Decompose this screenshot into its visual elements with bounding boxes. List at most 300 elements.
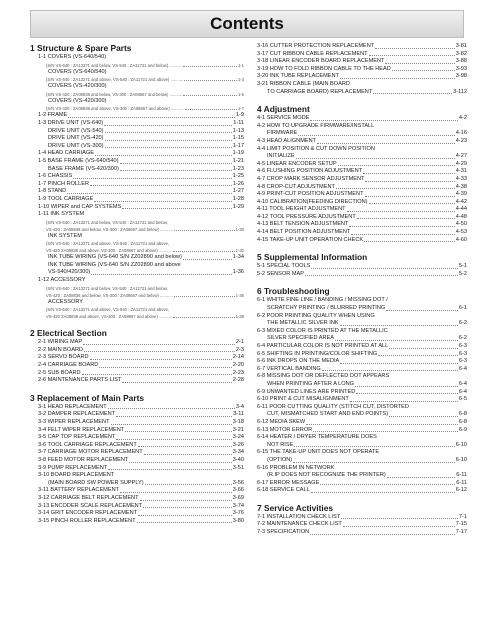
toc-entry[interactable] (257, 123, 467, 131)
entry-page-number: 3-18 (232, 419, 244, 425)
entry-label: 4-9 PRINT-CUT POSITION ADJUSTMENT (257, 191, 364, 198)
dot-leader (305, 275, 458, 276)
entry-page-number: 1-7 (237, 106, 244, 112)
toc-entry[interactable] (257, 199, 467, 207)
entry-page-number: 2-3 (235, 346, 244, 353)
dot-leader (68, 117, 235, 118)
toc-entry[interactable] (257, 449, 467, 457)
dot-leader (104, 125, 232, 126)
entry-page-number: 1-28 (232, 195, 244, 202)
toc-entry[interactable] (30, 518, 244, 526)
entry-label: 1-2 FRAME (38, 112, 68, 119)
toc-entry[interactable] (30, 143, 244, 151)
toc-entry[interactable] (257, 529, 467, 537)
entry-page-number: 3-74 (232, 502, 244, 509)
entry-label: 1-10 WIPER and CAP SYSTEMS (38, 203, 122, 210)
dot-leader (122, 208, 232, 209)
toc-section (30, 393, 244, 526)
toc-entry[interactable] (30, 362, 244, 370)
entry-label: 2-1 WIRING MAP (38, 339, 83, 346)
entry-label: 3-11 BATTERY REPLACEMENT (38, 487, 120, 494)
dot-leader (338, 165, 455, 166)
dot-leader (311, 492, 455, 493)
toc-entry[interactable] (257, 138, 467, 146)
dot-leader (347, 211, 455, 212)
toc-entry[interactable] (257, 168, 467, 176)
toc-entry[interactable] (30, 427, 244, 435)
entry-label: 4-13 BELT TENSION ADJUSTMENT (257, 221, 349, 228)
entry-label: ACCESSORY (48, 298, 84, 305)
toc-entry[interactable] (30, 54, 244, 62)
entry-label: 4-5 LINEAR ENCODER SETUP (257, 160, 337, 167)
entry-label: TO CARRIAGE BOARD) REPLACEMENT (267, 88, 373, 95)
entry-page-number: 3-4 (235, 403, 244, 410)
entry-label: (S/N VS-640 : ZA13271 and above, VS-540 : ZA11721 and above, (46, 307, 170, 313)
toc-entry[interactable] (257, 73, 467, 81)
toc-entry[interactable] (257, 487, 467, 495)
toc-entry-list (257, 263, 467, 278)
entry-label: 4-8 CROP-CUT ADJUSTMENT (257, 183, 335, 190)
toc-entry[interactable] (30, 91, 244, 98)
entry-label: 3-17 CUT RIBBON CABLE REPLACEMENT (257, 50, 368, 57)
entry-page-number: 3-21 (232, 426, 244, 433)
entry-label: 2-3 SERVO BOARD (38, 354, 89, 361)
entry-page-number: 3-88 (455, 58, 467, 65)
entry-label: 6-1 WHITE FINE LINE / BANDING / MISSING DOT / (257, 297, 388, 304)
toc-entry[interactable] (257, 472, 467, 480)
toc-section (30, 328, 244, 385)
toc-entry[interactable] (30, 299, 244, 307)
toc-section (257, 286, 467, 494)
entry-page-number: 1-27 (232, 188, 244, 195)
entry-page-number: 1-21 (232, 157, 244, 164)
toc-entry[interactable] (30, 404, 244, 412)
entry-page-number: 3-11 (233, 411, 244, 418)
toc-entry[interactable] (30, 158, 244, 166)
toc-entry[interactable] (30, 419, 244, 427)
entry-label: SCRATCHY PRINTING / BLURRED PRINTING (267, 305, 386, 312)
entry-label: 2-2 MAIN BOARD (38, 346, 84, 353)
toc-entry[interactable] (30, 150, 244, 158)
toc-entry[interactable] (257, 43, 467, 51)
toc-entry[interactable] (30, 196, 244, 204)
dot-leader (375, 48, 455, 49)
dot-leader (340, 78, 455, 79)
toc-entry[interactable] (257, 66, 467, 74)
entry-page-number: 4-38 (455, 183, 467, 190)
toc-entry[interactable] (257, 328, 467, 336)
toc-entry[interactable] (30, 62, 244, 69)
entry-label: 3-8 FEED MOTOR REPLACEMENT (38, 456, 129, 463)
entry-page-number: 6-10 (455, 456, 467, 463)
toc-entry[interactable] (257, 271, 467, 279)
dot-leader (355, 386, 458, 387)
entry-label: 6-18 SERVICE CALL (257, 487, 310, 494)
dot-leader (116, 439, 231, 440)
entry-page-number: 6-3 (458, 350, 467, 357)
toc-entry[interactable] (257, 358, 467, 366)
entry-page-number: 2-28 (232, 377, 244, 384)
toc-entry[interactable] (30, 128, 244, 136)
toc-entry[interactable] (257, 184, 467, 192)
dot-leader (310, 120, 457, 121)
entry-label: 1-5 BASE FRAME (VS-640/540) (38, 157, 119, 164)
toc-entry[interactable] (257, 229, 467, 237)
toc-entry[interactable] (257, 404, 467, 412)
entry-page-number: 1-34 (232, 254, 244, 261)
entry-label: FIRMWARE (267, 130, 298, 137)
toc-entry[interactable] (257, 176, 467, 184)
toc-entry[interactable] (257, 313, 467, 321)
toc-entry[interactable] (30, 262, 244, 270)
toc-entry[interactable] (30, 83, 244, 91)
section-heading: 1 Structure & Spare Parts (30, 43, 132, 53)
toc-entry[interactable] (30, 240, 244, 247)
section-heading: 4 Adjustment (257, 104, 310, 115)
toc-entry[interactable] (30, 449, 244, 457)
entry-label: (S/N VS-420 : ZA08836 and below, VS-300 : ZA08667 and below) ........... (46, 91, 183, 97)
entry-label: 1-1 COVERS (VS-640/540) (38, 54, 107, 60)
entry-page-number: 2-23 (232, 369, 244, 376)
entry-label: 6-15 THE TAKE-UP UNIT DOES NOT OPERATE (257, 449, 380, 456)
toc-entry-list (257, 297, 467, 494)
entry-page-number: 3-51 (232, 464, 244, 471)
entry-label: VS-420 ZA08836 and above, VS-300 : ZA08667 and above) ........... (46, 314, 172, 320)
entry-page-number: 6-10 (455, 441, 467, 448)
entry-label: (S/N VS-420 : ZA08836 and above, VS-300 : ZA08667 and above) ........... (46, 106, 184, 112)
toc-entry[interactable] (257, 297, 467, 305)
dot-leader (183, 66, 237, 67)
toc-entry[interactable] (257, 442, 467, 450)
toc-entry[interactable] (30, 135, 244, 143)
entry-label: CUT, MISMATCHED START AND END POINTS) (267, 411, 389, 418)
toc-entry[interactable] (30, 98, 244, 106)
dot-leader (385, 63, 454, 64)
section-heading: 7 Service Activities (257, 502, 334, 513)
toc-entry[interactable] (30, 347, 244, 355)
toc-entry[interactable] (257, 191, 467, 199)
dot-leader (90, 185, 232, 186)
dot-leader (317, 143, 455, 144)
entry-page-number: 6-2 (458, 320, 467, 327)
entry-page-number: 1-5 (237, 91, 244, 97)
toc-entry[interactable] (257, 130, 467, 138)
toc-entry[interactable] (30, 285, 244, 292)
toc-entry[interactable] (257, 51, 467, 59)
toc-entry[interactable] (30, 105, 244, 112)
toc-entry[interactable] (257, 161, 467, 169)
entry-page-number: 3-24 (232, 434, 244, 441)
toc-entry[interactable] (30, 377, 244, 385)
entry-label: VS-420 ZA08836 and above, VS-300 : ZA08667 and above) ........... (46, 248, 172, 254)
entry-label: 4-7 CROP MARK SENSOR ADJUSTMENT (257, 175, 365, 182)
entry-label: THE METALLIC SILVER INK (267, 320, 339, 327)
dot-leader (293, 462, 455, 463)
dot-leader (95, 155, 232, 156)
toc-entry[interactable] (30, 339, 244, 347)
entry-page-number: 6-4 (458, 388, 467, 395)
toc-entry[interactable] (257, 343, 467, 351)
dot-leader (99, 367, 231, 368)
toc-entry[interactable] (30, 269, 244, 277)
toc-entry[interactable] (30, 211, 244, 219)
entry-label: 6-8 MISSING DOT OR DEFLECTED DOT APPEARS (257, 373, 390, 380)
dot-leader (389, 416, 458, 417)
entry-page-number: 1-17 (232, 142, 244, 149)
entry-label: (S/N VS-640 : ZA13271 and above, VS-540 : ZA11721 and above, (46, 241, 170, 247)
toc-entry[interactable] (257, 153, 467, 161)
dot-leader (83, 344, 235, 345)
toc-entry[interactable] (30, 472, 244, 480)
entry-page-number: 6-11 (456, 472, 467, 479)
toc-entry[interactable] (257, 366, 467, 374)
toc-entry[interactable] (257, 419, 467, 427)
toc-entry[interactable] (257, 373, 467, 381)
entry-label: 4-14 BELT POSITION ADJUSTMENT (257, 229, 351, 236)
dot-leader (343, 526, 455, 527)
entry-label: 4-1 SERVICE MODE (257, 115, 310, 122)
entry-label: INITIALIZE (267, 153, 295, 160)
entry-label: 6-3 MIXED COLOR IS PRINTED AT THE METALLIC (257, 327, 388, 334)
dot-leader (129, 462, 231, 463)
toc-entry[interactable] (257, 305, 467, 313)
entry-label: 3-19 HOW TO FOLD RIBBON CABLE TO THE HEAD (257, 65, 391, 72)
dot-leader (340, 363, 458, 364)
toc-entry[interactable] (30, 495, 244, 503)
toc-entry[interactable] (30, 354, 244, 362)
dot-leader (143, 507, 232, 508)
entry-page-number: 3-80 (232, 517, 244, 524)
entry-page-number: 6-3 (458, 358, 467, 365)
entry-page-number: 1-32 (235, 248, 244, 254)
toc-entry[interactable] (30, 112, 244, 120)
toc-entry[interactable] (257, 411, 467, 419)
toc-section (257, 252, 467, 278)
dot-leader (311, 268, 458, 269)
dot-leader (369, 55, 455, 56)
toc-entry[interactable] (257, 58, 467, 66)
entry-page-number: 6-4 (458, 380, 467, 387)
entry-page-number: 4-16 (455, 130, 467, 137)
entry-label: (R.IP DOES NOT RECOGNIZE THE PRINTER) (267, 472, 386, 479)
entry-page-number: 1-13 (232, 127, 244, 134)
entry-label: 1-9 TOOL CARRIAGE (38, 195, 94, 202)
toc-entry[interactable] (257, 214, 467, 222)
dot-leader (145, 484, 232, 485)
entry-page-number: 6-3 (458, 343, 467, 349)
entry-page-number: 1-36 (232, 269, 244, 276)
toc-entry[interactable] (257, 237, 467, 245)
entry-label: 1-6 CHASSIS (38, 173, 73, 180)
toc-entry[interactable] (30, 510, 244, 518)
entry-page-number: 3-56 (232, 479, 244, 486)
toc-entry[interactable] (257, 115, 467, 123)
toc-entry[interactable] (257, 335, 467, 343)
dot-leader (91, 274, 232, 275)
toc-entry[interactable] (30, 204, 244, 212)
toc-section (257, 104, 467, 244)
toc-entry[interactable] (30, 487, 244, 495)
toc-entry[interactable] (30, 188, 244, 196)
toc-entry[interactable] (257, 457, 467, 465)
dot-leader (173, 251, 235, 252)
toc-entry[interactable] (257, 89, 467, 97)
toc-entry[interactable] (257, 221, 467, 229)
toc-entry[interactable] (30, 465, 244, 473)
section-heading: 3 Replacement of Main Parts (30, 392, 145, 403)
entry-label: VS-540/420/300) (48, 269, 91, 276)
entry-label: DRIVE UNIT (VS-420) (48, 135, 104, 142)
toc-entry[interactable] (257, 81, 467, 89)
dot-leader (105, 140, 232, 141)
entry-page-number: 1-9 (235, 112, 244, 119)
entry-page-number: 6-12 (455, 487, 467, 494)
entry-label: VS-420 : ZA08836 and below, VS-300 : ZA08667 and below) ........... (46, 292, 173, 298)
dot-leader (294, 446, 454, 447)
dot-leader (373, 93, 452, 94)
entry-label: 1-11 INK SYSTEM (38, 211, 85, 218)
entry-label: INK TUBE WIRING (VS-640 S/N ZZ02890 and below) (48, 254, 182, 261)
toc-entry[interactable] (30, 442, 244, 450)
toc-entry[interactable] (30, 120, 244, 128)
entry-label: 3-10 BOARD REPLACEMENT (38, 472, 115, 479)
dot-leader (183, 95, 237, 96)
entry-page-number: 3-26 (232, 441, 244, 448)
dot-leader (351, 234, 454, 235)
toc-entry[interactable] (257, 514, 467, 522)
dot-leader (310, 534, 455, 535)
toc-entry-list (30, 54, 244, 320)
entry-page-number: 1-30 (235, 226, 244, 232)
entry-label: 3-9 PUMP REPLACEMENT (38, 464, 108, 471)
toc-entry[interactable] (30, 480, 244, 488)
entry-page-number: 7-15 (455, 521, 467, 528)
entry-label: (OPTION) (267, 456, 293, 463)
entry-label: 3-14 GRIT ENCODER REPLACEMENT (38, 510, 138, 517)
entry-page-number: 4-29 (455, 160, 467, 167)
toc-entry[interactable] (257, 389, 467, 397)
toc-entry[interactable] (30, 181, 244, 189)
toc-entry-list (257, 43, 467, 96)
section-heading: 6 Troubleshooting (257, 286, 330, 297)
dot-leader (174, 296, 235, 297)
toc-entry[interactable] (257, 320, 467, 328)
toc-entry[interactable] (30, 233, 244, 241)
entry-label: 7-1 INSTALLATION CHECK LIST (257, 513, 341, 520)
entry-label: 2-4 CARRIAGE BOARD (38, 362, 99, 369)
entry-page-number: 5-1 (458, 263, 467, 270)
toc-entry[interactable] (30, 226, 244, 233)
dot-leader (349, 226, 454, 227)
toc-entry[interactable] (257, 351, 467, 359)
toc-entry[interactable] (30, 306, 244, 313)
entry-page-number: 1-3 (237, 77, 244, 83)
entry-label: 3-15 PINCH ROLLER REPLACEMENT (38, 517, 136, 524)
entry-label: 1-8 STAND (38, 188, 67, 195)
entry-label: 5-1 SPECIAL TOOLS (257, 263, 311, 270)
dot-leader (120, 163, 232, 164)
toc-entry[interactable] (30, 69, 244, 77)
toc-entry[interactable] (257, 146, 467, 154)
entry-label: 3-13 ENCODER SCALE REPLACEMENT (38, 502, 143, 509)
toc-entry[interactable] (257, 480, 467, 488)
toc-entry[interactable] (30, 411, 244, 419)
entry-page-number: 4-33 (455, 175, 467, 182)
toc-entry[interactable] (257, 434, 467, 442)
toc-entry[interactable] (30, 313, 244, 320)
toc-entry[interactable] (257, 427, 467, 435)
entry-page-number: 4-44 (455, 206, 467, 213)
toc-entry[interactable] (30, 370, 244, 378)
toc-entry[interactable] (257, 263, 467, 271)
entry-label: (S/N VS-640 : ZA13271 and above, VS-540 : ZA11721 and above) ........... (46, 77, 184, 83)
entry-page-number: 4-48 (455, 213, 467, 220)
entry-label: 4-2 HOW TO UPGRADE FIRMWARE/INSTALL (257, 122, 375, 129)
entry-page-number: 4-39 (455, 191, 467, 198)
toc-entry[interactable] (30, 76, 244, 83)
entry-page-number: 3-81 (455, 43, 467, 49)
entry-page-number: 3-93 (455, 65, 467, 72)
toc-entry[interactable] (257, 465, 467, 473)
dot-leader (125, 431, 232, 432)
entry-page-number: 3-66 (232, 487, 244, 494)
entry-page-number: 1-29 (232, 203, 244, 210)
dot-leader (138, 446, 232, 447)
entry-page-number: 1-19 (232, 150, 244, 157)
dot-leader (365, 181, 454, 182)
toc-entry[interactable] (30, 434, 244, 442)
entry-label: 6-7 VERTICAL BANDING (257, 365, 321, 372)
toc-entry[interactable] (30, 254, 244, 262)
entry-label: 3-5 CAP TOP REPLACEMENT (38, 434, 116, 441)
dot-leader (108, 469, 232, 470)
entry-page-number: 3-76 (232, 510, 244, 517)
toc-entry[interactable] (257, 521, 467, 529)
toc-entry[interactable] (30, 247, 244, 254)
entry-page-number: 2-20 (232, 362, 244, 369)
dot-leader (336, 188, 455, 189)
entry-label: DRIVE UNIT (VS-300) (48, 142, 104, 149)
dot-leader (173, 317, 235, 318)
toc-entry[interactable] (30, 457, 244, 465)
toc-entry[interactable] (257, 396, 467, 404)
dot-leader (144, 454, 232, 455)
toc-entry[interactable] (257, 381, 467, 389)
entry-page-number: 5-2 (458, 270, 467, 277)
dot-leader (140, 500, 232, 501)
entry-page-number: 3-82 (455, 50, 467, 57)
entry-label: 6-13 MOTOR ERROR (257, 426, 313, 433)
toc-entry[interactable] (30, 292, 244, 299)
entry-label: 4-12 TOOL PRESSURE ADJUSTMENT (257, 213, 356, 220)
entry-page-number: 4-53 (455, 229, 467, 236)
toc-entry[interactable] (30, 173, 244, 181)
entry-label: 6-2 POOR PRINTING QUALITY WHEN USING (257, 312, 375, 319)
entry-label: 2-5 SUB BOARD (38, 369, 81, 376)
dot-leader (357, 218, 455, 219)
entry-label: 6-11 POOR CUTTING QUALITY (STITCH CUT, DISTORTED (257, 403, 409, 410)
dot-leader (111, 424, 232, 425)
entry-page-number: 3-112 (453, 88, 467, 95)
toc-entry[interactable] (257, 206, 467, 214)
toc-entry[interactable] (30, 166, 244, 174)
toc-entry[interactable] (30, 503, 244, 511)
entry-label: DRIVE UNIT (VS-540) (48, 127, 104, 134)
toc-entry[interactable] (30, 219, 244, 226)
entry-page-number: 1-23 (232, 165, 244, 172)
entry-label: (S/N VS-640 : ZA13271 and below, VS-540 : ZA11721 and below, (46, 285, 168, 291)
toc-entry[interactable] (30, 277, 244, 285)
